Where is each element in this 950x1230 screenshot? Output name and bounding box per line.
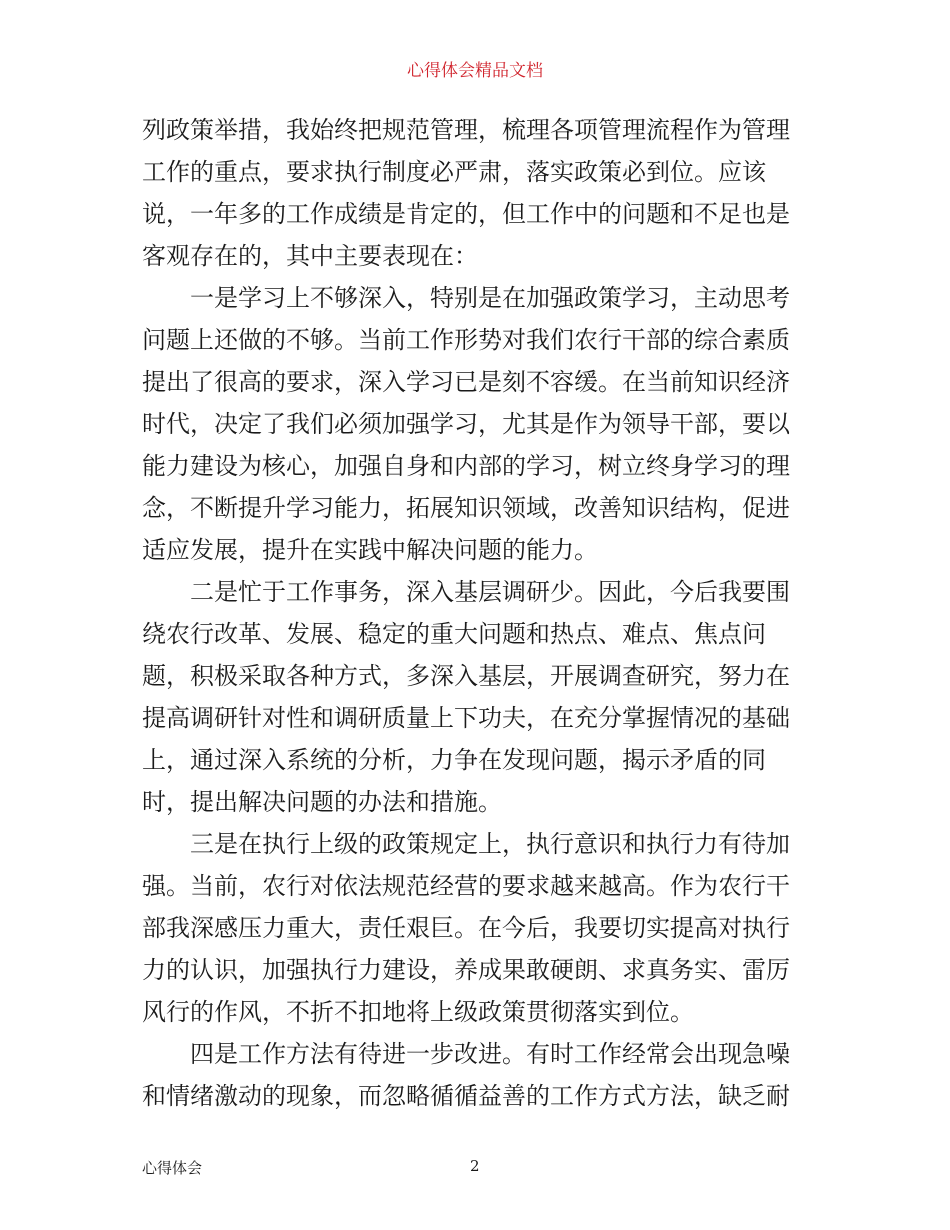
text-line: 和情绪激动的现象，而忽略循循益善的工作方式方法，缺乏耐 xyxy=(142,1082,790,1110)
text-line: 部我深感压力重大，责任艰巨。在今后，我要切实提高对执行 xyxy=(142,914,790,942)
text-line: 时代，决定了我们必须加强学习，尤其是作为领导干部，要以 xyxy=(142,410,790,438)
text-line: 客观存在的，其中主要表现在： xyxy=(142,242,478,270)
text-line: 绕农行改革、发展、稳定的重大问题和热点、难点、焦点问 xyxy=(142,620,766,648)
paragraph-start-line: 三是在执行上级的政策规定上，执行意识和执行力有待加 xyxy=(190,830,790,858)
paragraph-start-line: 四是工作方法有待进一步改进。有时工作经常会出现急噪 xyxy=(190,1040,790,1068)
text-line: 题，积极采取各种方式，多深入基层，开展调查研究，努力在 xyxy=(142,662,790,690)
text-line: 提出了很高的要求，深入学习已是刻不容缓。在当前知识经济 xyxy=(142,368,790,396)
page-header-title: 心得体会精品文档 xyxy=(407,61,543,81)
text-line: 适应发展，提升在实践中解决问题的能力。 xyxy=(142,536,598,564)
document-body xyxy=(142,109,814,1117)
text-line: 时，提出解决问题的办法和措施。 xyxy=(142,788,502,816)
text-line: 列政策举措，我始终把规范管理，梳理各项管理流程作为管理 xyxy=(142,116,790,144)
text-line: 念，不断提升学习能力，拓展知识领域，改善知识结构，促进 xyxy=(142,494,790,522)
paragraph-start-line: 一是学习上不够深入，特别是在加强政策学习，主动思考 xyxy=(190,284,790,312)
text-line: 能力建设为核心，加强自身和内部的学习，树立终身学习的理 xyxy=(142,452,790,480)
text-line: 强。当前，农行对依法规范经营的要求越来越高。作为农行干 xyxy=(142,872,790,900)
footer-label: 心得体会 xyxy=(142,1159,203,1177)
page-number: 2 xyxy=(470,1157,480,1175)
text-line: 力的认识，加强执行力建设，养成果敢硬朗、求真务实、雷厉 xyxy=(142,956,790,984)
text-line: 说，一年多的工作成绩是肯定的，但工作中的问题和不足也是 xyxy=(142,200,790,228)
text-line: 风行的作风，不折不扣地将上级政策贯彻落实到位。 xyxy=(142,998,694,1026)
text-line: 工作的重点，要求执行制度必严肃，落实政策必到位。应该 xyxy=(142,158,766,186)
text-line: 提高调研针对性和调研质量上下功夫，在充分掌握情况的基础 xyxy=(142,704,790,732)
paragraph-start-line: 二是忙于工作事务，深入基层调研少。因此，今后我要围 xyxy=(190,578,790,606)
text-line: 上，通过深入系统的分析，力争在发现问题，揭示矛盾的同 xyxy=(142,746,766,774)
text-line: 问题上还做的不够。当前工作形势对我们农行干部的综合素质 xyxy=(142,326,790,354)
